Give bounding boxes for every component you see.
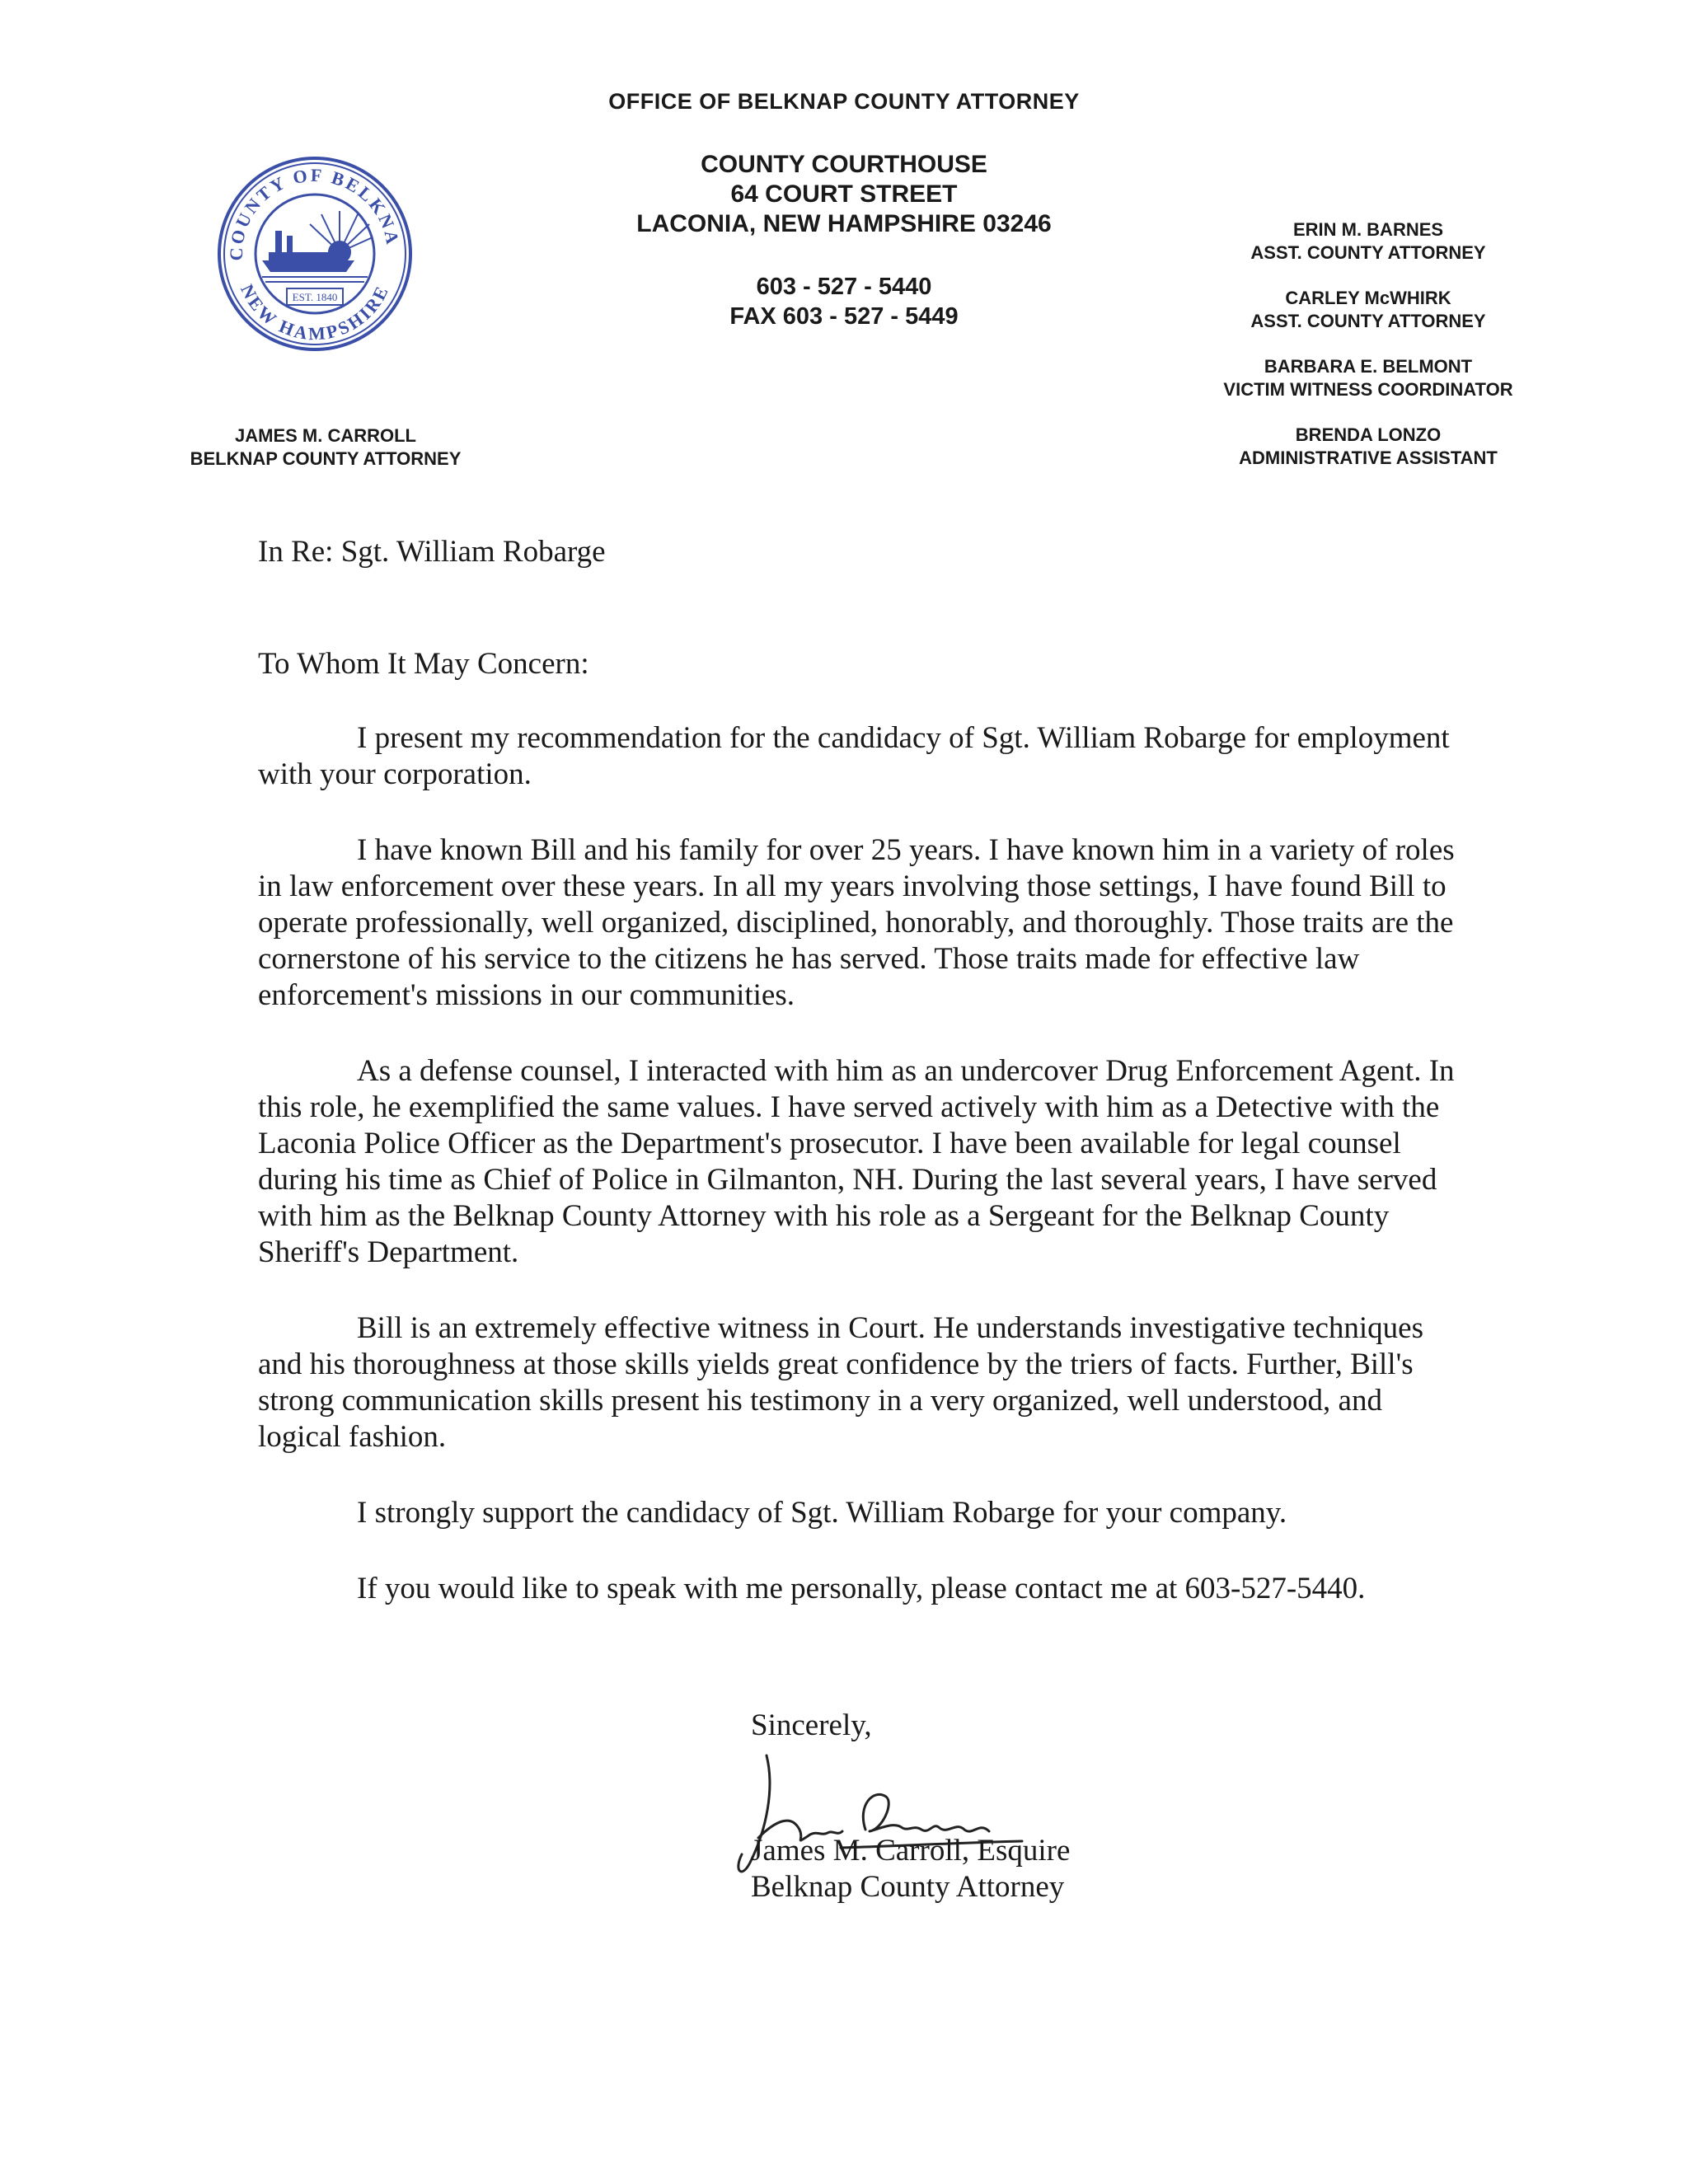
staff-name: BARBARA E. BELMONT	[1264, 356, 1473, 377]
letter-body	[258, 534, 1461, 1607]
staff-entry	[1179, 218, 1558, 265]
svg-text:COUNTY OF BELKNAP	[216, 155, 404, 260]
staff-entry	[1179, 424, 1558, 470]
county-seal-graphic	[216, 155, 414, 353]
body-paragraph: I strongly support the candidacy of Sgt. William Robarge for your company.	[357, 1496, 1287, 1530]
salutation: To Whom It May Concern:	[258, 647, 589, 681]
county-seal-logo	[216, 155, 414, 353]
body-paragraph: I present my recommendation for the candidacy of Sgt. William Robarge for employment with your corporation.	[258, 721, 1450, 791]
office-title: OFFICE OF BELKNAP COUNTY ATTORNEY	[608, 89, 1080, 114]
county-attorney-header	[148, 424, 503, 471]
seal-top-text: COUNTY OF BELKNA	[225, 164, 404, 261]
re-line: In Re: Sgt. William Robarge	[258, 535, 606, 569]
staff-list	[1179, 218, 1558, 492]
address-line: 64 COURT STREET	[730, 180, 958, 208]
address-line: COUNTY COURTHOUSE	[701, 151, 987, 178]
letter-closing	[751, 1708, 1070, 1905]
body-paragraph: As a defense counsel, I interacted with him as an undercover Drug Enforcement Agent. In this role, he exemplified the same values. I have served actively with him as a Detective with the Laconia Police Officer as the Department's prosecutor. I have been available for legal counsel during his time as Chief of Police in Gilmanton, NH. During the last several years, I have served with him as the Belknap County Attorney with his role as a Sergeant for the Belknap County Sheriff's Department.	[258, 1054, 1455, 1269]
staff-entry	[1179, 287, 1558, 333]
address-line: LACONIA, NEW HAMPSHIRE 03246	[636, 210, 1052, 237]
staff-title: VICTIM WITNESS COORDINATOR	[1223, 379, 1513, 400]
signer-name: James M. Carroll, Esquire	[751, 1834, 1071, 1868]
staff-name: CARLEY McWHIRK	[1285, 288, 1451, 308]
staff-title: ASST. COUNTY ATTORNEY	[1250, 311, 1486, 331]
county-attorney-name: JAMES M. CARROLL	[235, 425, 416, 446]
county-attorney-title: BELKNAP COUNTY ATTORNEY	[190, 448, 462, 469]
signer-title: Belknap County Attorney	[751, 1870, 1065, 1904]
staff-entry	[1179, 355, 1558, 401]
fax-number: FAX 603 - 527 - 5449	[729, 303, 959, 330]
staff-title: ADMINISTRATIVE ASSISTANT	[1239, 448, 1498, 468]
staff-title: ASST. COUNTY ATTORNEY	[1250, 242, 1486, 263]
body-paragraph: I have known Bill and his family for over 25 years. I have known him in a variety of roles in law enforcement over these years. In all my years involving those settings, I have found Bill to operate professionally, well organized, disciplined, honorably, and thoroughly. Those traits are the cornerstone of his service to the citizens he has served. Those traits made for effective law enforcement's missions in our communities.	[258, 833, 1455, 1012]
phone-number: 603 - 527 - 5440	[756, 274, 932, 300]
staff-name: ERIN M. BARNES	[1292, 219, 1444, 240]
body-paragraph: Bill is an extremely effective witness in Court. He understands investigative techniques and his thoroughness at those skills yields great confidence by the triers of facts. Further, Bill's strong communication skills present his testimony in a very organized, well understood, and logical fashion.	[258, 1311, 1424, 1454]
body-paragraph: If you would like to speak with me personally, please contact me at 603-527-5440.	[357, 1572, 1366, 1605]
staff-name: BRENDA LONZO	[1295, 424, 1442, 445]
closing-salutation: Sincerely,	[751, 1708, 872, 1742]
seal-bottom-text: NEW HAMPSHIRE	[237, 280, 393, 344]
seal-est-text: EST. 1840	[292, 291, 338, 303]
